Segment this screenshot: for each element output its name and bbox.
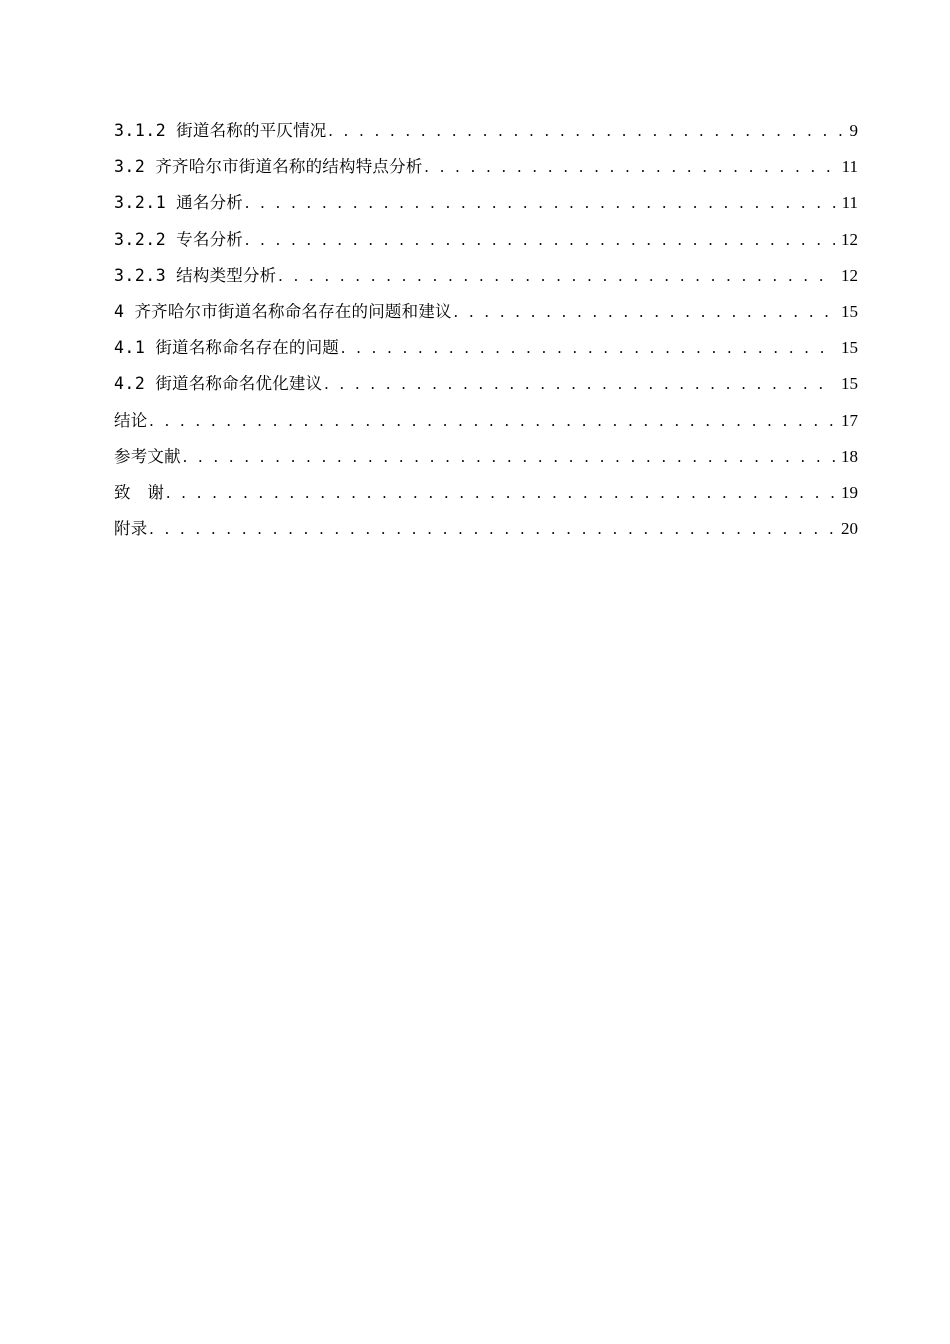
toc-entry-3-2[interactable] xyxy=(114,149,858,185)
toc-page-number: 17 xyxy=(841,410,858,430)
toc-page-number: 11 xyxy=(841,157,858,177)
toc-entry-number: 3.2.1 xyxy=(114,193,167,213)
toc-entry-text: 街道名称命名优化建议 xyxy=(155,374,323,394)
toc-entry-text: 致 谢 xyxy=(114,482,165,502)
toc-dot-leader xyxy=(328,113,843,149)
toc-entry-title xyxy=(114,403,147,439)
toc-dot-leader xyxy=(454,294,835,330)
toc-entry-number: 3.2 xyxy=(114,157,146,177)
toc-page-number: 20 xyxy=(841,519,858,539)
toc-entry-title xyxy=(114,149,423,185)
toc-entry-number: 3.2.3 xyxy=(114,265,167,285)
toc-dot-leader xyxy=(149,511,835,547)
toc-page-number: 11 xyxy=(841,193,858,213)
toc-entry-text: 齐齐哈尔市街道名称命名存在的问题和建议 xyxy=(134,301,452,321)
toc-page-number: 19 xyxy=(841,482,858,502)
toc-entry-title xyxy=(114,258,276,294)
toc-dot-leader xyxy=(183,439,835,475)
toc-entry-title xyxy=(114,113,326,149)
toc-entry-appendix[interactable] xyxy=(114,511,858,547)
toc-page-number: 18 xyxy=(841,446,858,466)
toc-entry-text: 结论 xyxy=(114,410,148,430)
toc-entry-text: 结构类型分析 xyxy=(176,265,277,285)
toc-page-number: 15 xyxy=(841,374,858,394)
toc-page-number: 15 xyxy=(841,301,858,321)
toc-dot-leader xyxy=(425,149,836,185)
toc-dot-leader xyxy=(149,403,835,439)
toc-entry-title xyxy=(114,222,243,258)
toc-page-number: 15 xyxy=(841,338,858,358)
toc-entry-text: 参考文献 xyxy=(114,446,181,466)
toc-entry-title xyxy=(114,294,452,330)
toc-entry-number: 3.2.2 xyxy=(114,229,167,249)
toc-entry-number: 4 xyxy=(114,301,125,321)
table-of-contents xyxy=(114,113,858,547)
toc-entry-text: 齐齐哈尔市街道名称的结构特点分析 xyxy=(155,157,423,177)
toc-dot-leader xyxy=(245,185,836,221)
toc-entry-title xyxy=(114,185,243,221)
toc-page-number: 12 xyxy=(841,229,858,249)
toc-entry-title xyxy=(114,511,147,547)
toc-entry-4-1[interactable] xyxy=(114,330,858,366)
toc-entry-3-2-2[interactable] xyxy=(114,222,858,258)
toc-dot-leader xyxy=(324,366,835,402)
toc-entry-3-2-1[interactable] xyxy=(114,185,858,221)
toc-entry-3-2-3[interactable] xyxy=(114,258,858,294)
toc-dot-leader xyxy=(341,330,835,366)
toc-page-number: 9 xyxy=(849,121,858,140)
toc-entry-number: 4.1 xyxy=(114,338,146,358)
toc-entry-references[interactable] xyxy=(114,439,858,475)
toc-entry-conclusion[interactable] xyxy=(114,403,858,439)
toc-entry-text: 通名分析 xyxy=(176,193,243,213)
toc-dot-leader xyxy=(278,258,835,294)
toc-entry-number: 4.2 xyxy=(114,374,146,394)
toc-entry-number: 3.1.2 xyxy=(114,121,167,140)
toc-dot-leader xyxy=(166,475,835,511)
toc-entry-text: 街道名称的平仄情况 xyxy=(176,121,327,140)
toc-entry-acknowledgements[interactable] xyxy=(114,475,858,511)
toc-entry-title xyxy=(114,439,181,475)
toc-entry-text: 专名分析 xyxy=(176,229,243,249)
toc-entry-title xyxy=(114,330,339,366)
toc-entry-4[interactable] xyxy=(114,294,858,330)
toc-entry-title xyxy=(114,366,322,402)
toc-entry-3-1-2[interactable] xyxy=(114,113,858,149)
toc-page-number: 12 xyxy=(841,265,858,285)
toc-entry-4-2[interactable] xyxy=(114,366,858,402)
toc-entry-title xyxy=(114,475,164,511)
toc-entry-text: 附录 xyxy=(114,519,148,539)
toc-dot-leader xyxy=(245,222,835,258)
toc-entry-text: 街道名称命名存在的问题 xyxy=(155,338,340,358)
